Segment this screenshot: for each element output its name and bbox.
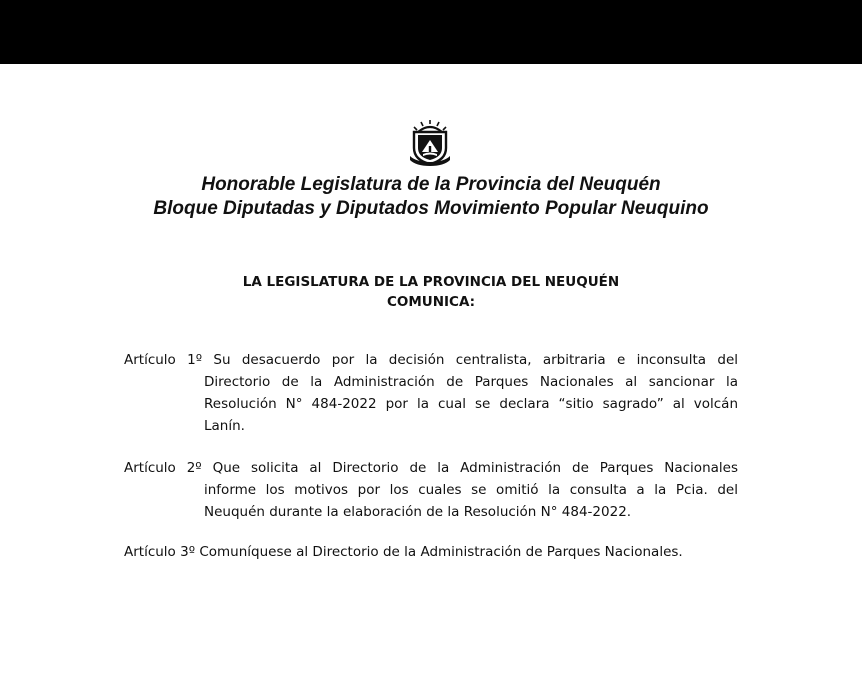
article-1 bbox=[124, 349, 738, 437]
article-2 bbox=[124, 457, 738, 523]
article-3-line: Artículo 3º Comuníquese al Directorio de la Administración de Parques Nacionales. bbox=[124, 544, 683, 560]
legislature-title: Honorable Legislatura de la Provincia del Neuquén bbox=[201, 174, 661, 195]
article-2-line: Artículo 2º Que solicita al Directorio de la Administración de Parques Nacionales bbox=[124, 460, 738, 476]
article-3 bbox=[124, 541, 738, 563]
top-black-bar bbox=[0, 0, 862, 64]
communication-keyword: COMUNICA: bbox=[386, 294, 476, 310]
article-1-line: Artículo 1º Su desacuerdo por la decisión centralista, arbitraria e inconsulta del bbox=[124, 352, 738, 368]
bloc-subtitle: Bloque Diputadas y Diputados Movimiento Popular Neuquino bbox=[153, 198, 709, 219]
article-2-line: informe los motivos por los cuales se omitió la consulta a la Pcia. del bbox=[204, 482, 738, 498]
article-1-line: Lanín. bbox=[204, 418, 245, 434]
communication-heading: LA LEGISLATURA DE LA PROVINCIA DEL NEUQUÉN bbox=[242, 274, 620, 290]
article-1-line: Directorio de la Administración de Parques Nacionales al sancionar la bbox=[204, 374, 738, 390]
article-1-line: Resolución N° 484-2022 por la cual se declara “sitio sagrado” al volcán bbox=[204, 396, 738, 412]
coat-of-arms-icon bbox=[406, 118, 454, 166]
article-2-line: Neuquén durante la elaboración de la Resolución N° 484-2022. bbox=[204, 504, 632, 520]
